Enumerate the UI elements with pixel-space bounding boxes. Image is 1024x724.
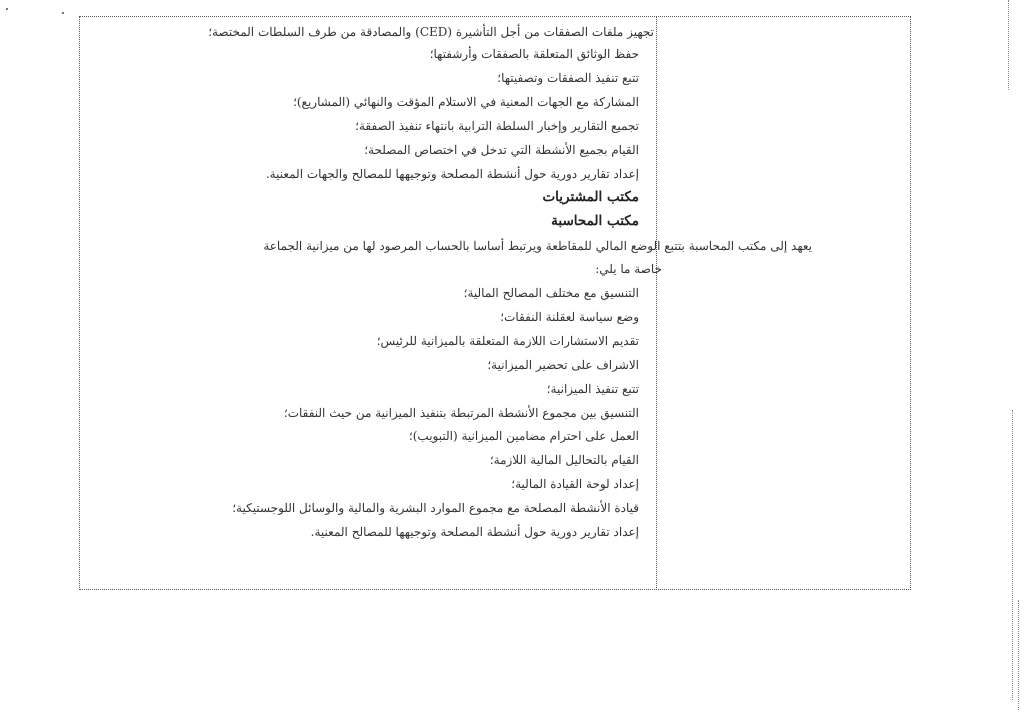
doc-line: التنسيق بين مجموع الأنشطة المرتبطة بتنفيذ الميزانية من حيث النفقات؛ — [283, 406, 639, 420]
doc-line: المشاركة مع الجهات المعنية في الاستلام المؤقت والنهائي (المشاريع)؛ — [293, 95, 639, 109]
doc-line: إعداد تقارير دورية حول أنشطة المصلحة وتوجيهها للمصالح المعنية. — [310, 525, 639, 539]
doc-line: إعداد لوحة القيادة المالية؛ — [511, 477, 639, 491]
doc-line: القيام بالتحاليل المالية اللازمة؛ — [489, 453, 639, 467]
doc-line: تجهيز ملفات الصفقات من أجل التأشيرة (CED) والمصادقة من طرف السلطات المختصة؛ — [208, 25, 654, 39]
doc-line: إعداد تقارير دورية حول أنشطة المصلحة وتوجيهها للمصالح والجهات المعنية. — [265, 167, 639, 181]
section-heading: مكتب المشتريات — [542, 189, 639, 205]
doc-line: تتبع تنفيذ الميزانية؛ — [546, 382, 639, 396]
empty-right-column — [657, 16, 911, 590]
doc-line: خاصة ما يلي: — [595, 262, 662, 276]
doc-line: قيادة الأنشطة المصلحة مع مجموع الموارد البشرية والمالية والوسائل اللوجستيكية؛ — [232, 501, 639, 515]
doc-line: الاشراف على تحضير الميزانية؛ — [487, 358, 639, 372]
scan-speck — [6, 8, 8, 10]
doc-line: تجميع التقارير وإخبار السلطة الترابية بانتهاء تنفيذ الصفقة؛ — [355, 119, 639, 133]
doc-line: حفظ الوثائق المتعلقة بالصفقات وأرشفتها؛ — [429, 47, 639, 61]
doc-line: القيام بجميع الأنشطة التي تدخل في اختصاص المصلحة؛ — [364, 143, 639, 157]
scan-edge-line — [1018, 600, 1019, 710]
doc-line: يعهد إلى مكتب المحاسبة بتتبع الوضع المالي للمقاطعة ويرتبط أساسا بالحساب المرصود لها من ميزانية الجماعة — [263, 239, 812, 253]
scan-edge-line — [1012, 410, 1013, 700]
section-heading: مكتب المحاسبة — [551, 213, 639, 229]
doc-line: تقديم الاستشارات اللازمة المتعلقة بالميزانية للرئيس؛ — [376, 334, 639, 348]
doc-line: تتبع تنفيذ الصفقات وتصفيتها؛ — [497, 71, 639, 85]
doc-line: العمل على احترام مضامين الميزانية (التبويب)؛ — [408, 429, 639, 443]
scan-edge-line — [1008, 0, 1009, 90]
doc-line: وضع سياسة لعقلنة النفقات؛ — [500, 310, 639, 324]
scan-speck — [62, 12, 64, 14]
doc-line: التنسيق مع مختلف المصالح المالية؛ — [463, 286, 639, 300]
